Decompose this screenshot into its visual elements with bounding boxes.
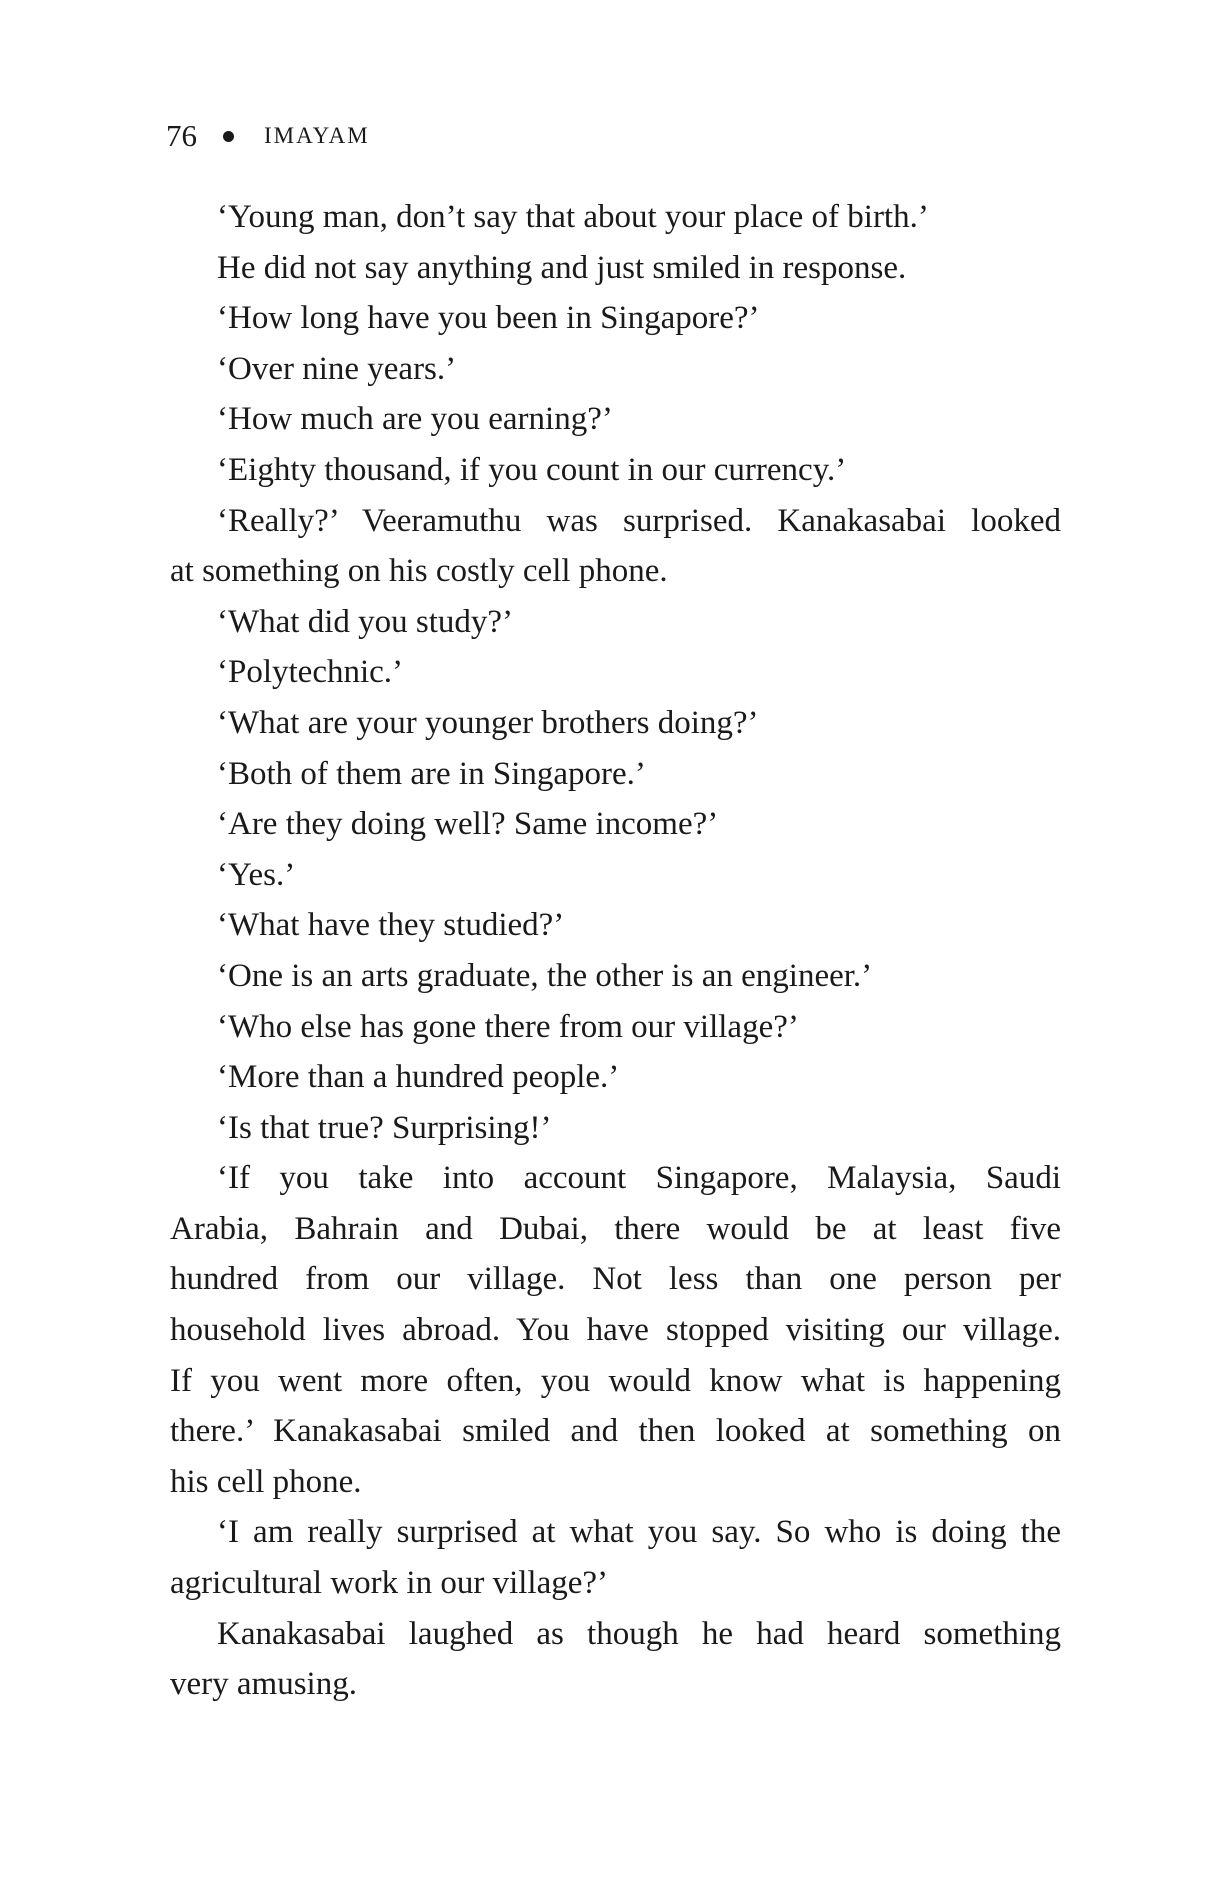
paragraph (170, 293, 1061, 344)
text-line: ‘Eighty thousand, if you count in our currency.’ (217, 451, 847, 488)
paragraph (170, 647, 1061, 698)
text-line: ‘What did you study?’ (217, 603, 514, 640)
text-line: He did not say anything and just smiled in response. (217, 249, 907, 286)
text-line: ‘Over nine years.’ (217, 350, 457, 387)
bullet-separator (223, 131, 234, 142)
text-line: ‘How long have you been in Singapore?’ (217, 300, 760, 337)
text-line: ‘One is an arts graduate, the other is an engineer.’ (217, 957, 873, 994)
page-body (170, 192, 1061, 1710)
text-line: ‘More than a hundred people.’ (217, 1059, 620, 1096)
text-line: very amusing. (170, 1666, 357, 1703)
paragraph (170, 749, 1061, 800)
paragraph (170, 394, 1061, 445)
paragraph (170, 951, 1061, 1002)
text-line: If you went more often, you would know what is happening (170, 1362, 1061, 1399)
paragraph (170, 1103, 1061, 1154)
text-line: ‘Polytechnic.’ (217, 654, 404, 691)
text-line: there.’ Kanakasabai smiled and then looked at something on (170, 1413, 1061, 1450)
paragraph (170, 1153, 1061, 1507)
text-line: agricultural work in our village?’ (170, 1565, 609, 1602)
running-header (166, 118, 370, 154)
text-line: Arabia, Bahrain and Dubai, there would be at least five (170, 1210, 1061, 1247)
paragraph (170, 1002, 1061, 1053)
paragraph (170, 496, 1061, 597)
paragraph (170, 1507, 1061, 1608)
paragraph (170, 850, 1061, 901)
paragraph (170, 799, 1061, 850)
text-line: ‘What have they studied?’ (217, 907, 565, 944)
text-line: at something on his costly cell phone. (170, 553, 668, 590)
text-line: ‘I am really surprised at what you say. So who is doing the (217, 1514, 1061, 1551)
text-line: ‘Are they doing well? Same income?’ (217, 806, 719, 843)
text-line: ‘If you take into account Singapore, Malaysia, Saudi (217, 1160, 1061, 1197)
text-line: ‘Yes.’ (217, 856, 296, 893)
paragraph (170, 192, 1061, 243)
paragraph (170, 445, 1061, 496)
author-name: IMAYAM (264, 123, 370, 148)
paragraph (170, 900, 1061, 951)
paragraph (170, 597, 1061, 648)
paragraph (170, 1609, 1061, 1710)
text-line: ‘Who else has gone there from our village?’ (217, 1008, 799, 1045)
text-line: his cell phone. (170, 1463, 362, 1500)
paragraph (170, 344, 1061, 395)
text-line: ‘Is that true? Surprising!’ (217, 1109, 552, 1146)
text-line: ‘Really?’ Veeramuthu was surprised. Kanakasabai looked (217, 502, 1061, 539)
text-line: household lives abroad. You have stopped visiting our village. (170, 1312, 1061, 1349)
paragraph (170, 698, 1061, 749)
text-line: ‘Young man, don’t say that about your place of birth.’ (217, 199, 929, 235)
paragraph (170, 1052, 1061, 1103)
text-line: ‘How much are you earning?’ (217, 401, 613, 438)
text-line: hundred from our village. Not less than one person per (170, 1261, 1061, 1298)
page-number: 76 (166, 118, 197, 153)
text-line: ‘Both of them are in Singapore.’ (217, 755, 646, 792)
paragraph (170, 243, 1061, 294)
text-line: ‘What are your younger brothers doing?’ (217, 704, 759, 741)
text-line: Kanakasabai laughed as though he had heard something (217, 1615, 1061, 1652)
